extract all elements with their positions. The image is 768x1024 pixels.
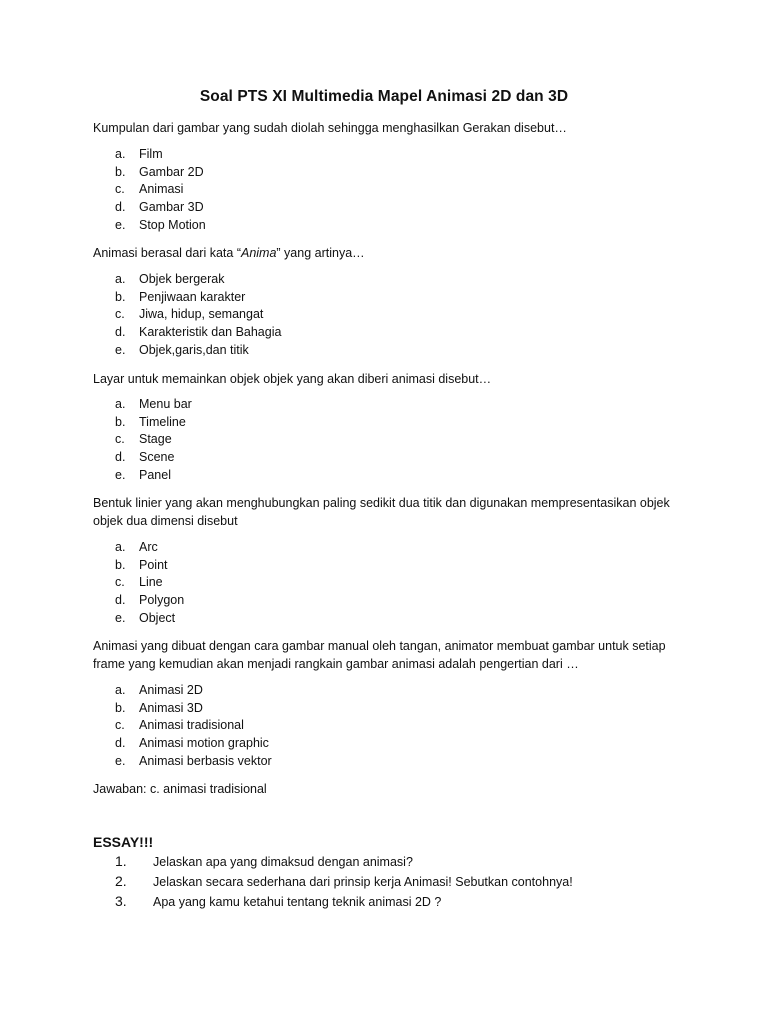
essay-item-1 [115,851,573,871]
option-text: Gambar 2D [139,164,204,179]
option-4c [115,574,184,592]
options-question-4 [115,539,184,627]
essay-heading: ESSAY!!! [93,834,154,850]
option-1a [115,146,206,164]
question-2-text-start: Animasi berasal dari kata “ [93,246,241,260]
option-2d [115,324,281,342]
option-text: Objek bergerak [139,272,225,286]
question-5: Animasi yang dibuat dengan cara gambar manual oleh tangan, animator membuat gambar untuk setiap frame yang kemudian akan menjadi rangkain gambar animasi adalah pengertian dari … [93,639,666,671]
option-letter: c. [115,575,125,590]
option-letter: a. [115,147,126,161]
option-letter: e. [115,217,126,232]
question-2-italic-word: Anima [240,246,277,260]
option-text: Menu bar [139,397,192,411]
option-letter: a. [115,397,126,411]
option-text: Panel [139,467,171,482]
option-4e [115,610,184,628]
option-1c [115,181,206,199]
option-2e [115,342,281,360]
option-text: Objek,garis,dan titik [139,342,249,357]
essay-text: Jelaskan apa yang dimaksud dengan animasi? [153,855,413,869]
option-letter: d. [115,736,126,751]
option-letter: b. [115,164,126,179]
essay-number: 3. [115,893,127,909]
essay-text: Apa yang kamu ketahui tentang teknik animasi 2D ? [153,895,442,909]
essay-item-3 [115,891,573,911]
option-letter: c. [115,718,125,733]
essay-number: 2. [115,873,127,889]
option-4b [115,557,184,575]
option-letter: c. [115,432,125,447]
option-letter: b. [115,414,126,429]
option-text: Animasi 2D [139,683,203,697]
option-4d [115,592,184,610]
option-letter: a. [115,272,126,286]
option-5e [115,753,272,771]
option-text: Penjiwaan karakter [139,289,246,304]
question-2 [93,244,673,262]
essay-text: Jelaskan secara sederhana dari prinsip kerja Animasi! Sebutkan contohnya! [153,875,573,889]
option-letter: e. [115,610,126,625]
option-letter: d. [115,325,126,340]
option-text: Stage [139,432,172,447]
option-3d [115,449,192,467]
option-letter: e. [115,342,126,357]
option-1e [115,217,206,235]
option-text: Gambar 3D [139,200,204,215]
option-letter: c. [115,182,125,197]
option-letter: e. [115,467,126,482]
options-question-2 [115,271,281,359]
option-letter: d. [115,593,126,608]
option-1d [115,199,206,217]
question-2-text-end: ” yang artinya… [276,246,365,260]
option-5c [115,717,272,735]
option-text: Polygon [139,593,185,608]
option-3c [115,431,192,449]
option-1b [115,164,206,182]
option-text: Object [139,610,176,625]
option-letter: d. [115,450,126,465]
option-text: Animasi [139,182,184,197]
option-text: Animasi berbasis vektor [139,753,272,768]
option-2a [115,271,281,289]
option-3a [115,396,192,414]
option-text: Animasi tradisional [139,718,244,733]
option-letter: e. [115,753,126,768]
option-text: Timeline [139,414,186,429]
options-question-5 [115,682,272,770]
option-2c [115,306,281,324]
option-text: Karakteristik dan Bahagia [139,325,282,340]
option-letter: b. [115,289,126,304]
question-4: Bentuk linier yang akan menghubungkan paling sedikit dua titik dan digunakan mempresentasikan objek objek dua dimensi disebut [93,496,670,528]
essay-item-2 [115,871,573,891]
option-3b [115,414,192,432]
option-text: Arc [139,540,158,554]
option-text: Film [139,147,163,161]
option-text: Point [139,557,168,572]
option-letter: b. [115,557,126,572]
essay-list [115,851,573,911]
option-text: Stop Motion [139,217,206,232]
option-text: Animasi 3D [139,700,203,715]
option-text: Line [139,575,163,590]
option-letter: a. [115,540,126,554]
option-5b [115,700,272,718]
option-4a [115,539,184,557]
option-5d [115,735,272,753]
option-2b [115,289,281,307]
option-letter: b. [115,700,126,715]
option-text: Scene [139,450,175,465]
option-text: Animasi motion graphic [139,736,269,751]
option-3e [115,467,192,485]
options-question-1 [115,146,206,234]
options-question-3 [115,396,192,484]
option-letter: a. [115,683,126,697]
answer-text: Jawaban: c. animasi tradisional [93,782,267,796]
question-3: Layar untuk memainkan objek objek yang akan diberi animasi disebut… [93,372,492,386]
option-letter: d. [115,200,126,215]
option-text: Jiwa, hidup, semangat [139,307,264,322]
page-title: Soal PTS XI Multimedia Mapel Animasi 2D dan 3D [199,88,569,105]
option-5a [115,682,272,700]
option-letter: c. [115,307,125,322]
essay-number: 1. [115,853,127,869]
question-1: Kumpulan dari gambar yang sudah diolah sehingga menghasilkan Gerakan disebut… [93,121,567,135]
